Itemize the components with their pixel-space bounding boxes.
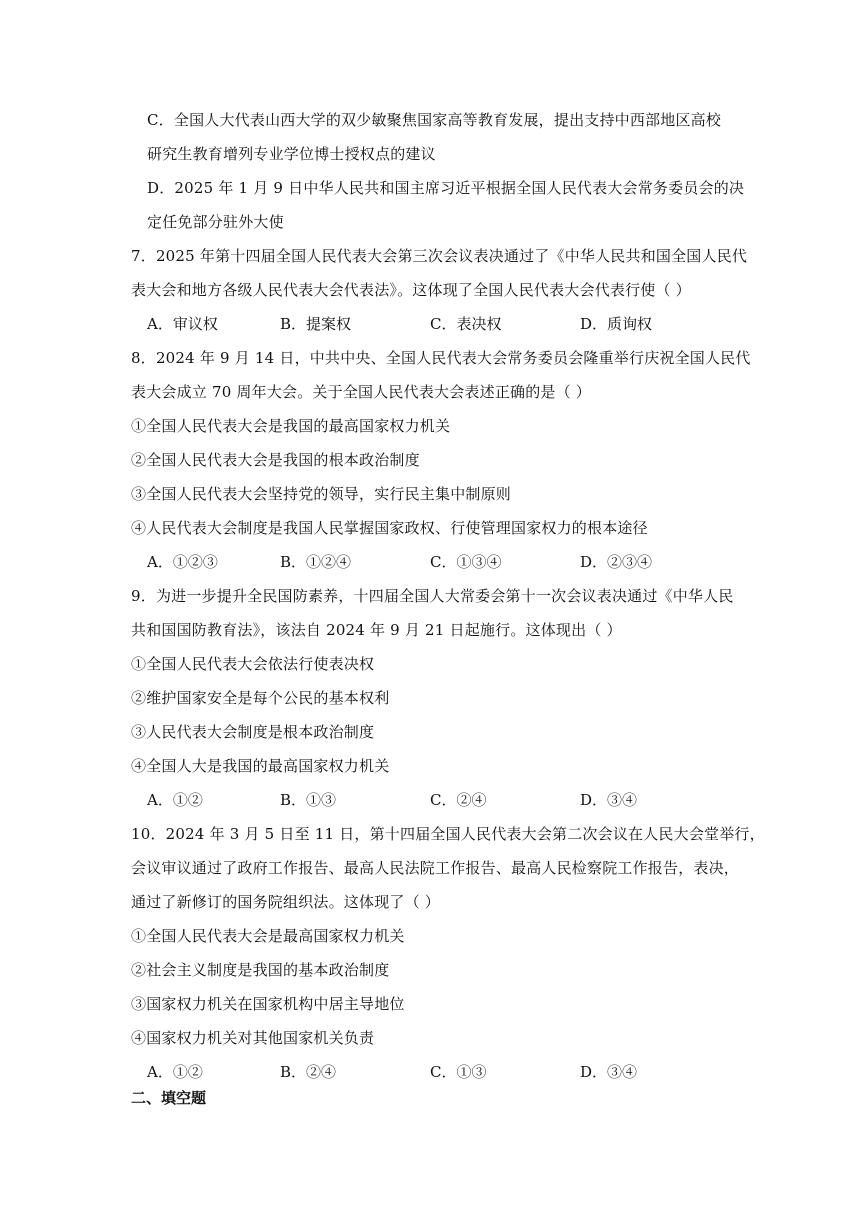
q10-statement-2: ②社会主义制度是我国的基本政治制度 (131, 961, 390, 979)
q10-stem-line1: 10．2024 年 3 月 5 日至 11 日，第十四届全国人民代表大会第二次会议在人民大会堂举行， (131, 825, 765, 843)
q10-stem-line3: 通过了新修订的国务院组织法。这体现了（ ） (131, 893, 440, 911)
q9-option-a: A．①② (147, 791, 203, 809)
q9-option-c: C．②④ (430, 791, 487, 809)
q10-stem-line2: 会议审议通过了政府工作报告、最高人民法院工作报告、最高人民检察院工作报告，表决， (131, 859, 740, 877)
q8-option-c: C．①③④ (430, 553, 502, 571)
q7-option-a: A．审议权 (147, 315, 218, 333)
q9-stem-line2: 共和国国防教育法》，该法自 2024 年 9 月 21 日起施行。这体现出（ ） (131, 621, 622, 639)
q8-stem-line1: 8．2024 年 9 月 14 日，中共中央、全国人民代表大会常务委员会隆重举行庆祝全国人民代 (131, 349, 751, 367)
q8-option-a: A．①②③ (147, 553, 218, 571)
q6-option-c-line1: C．全国人大代表山西大学的双少敏聚焦国家高等教育发展，提出支持中西部地区高校 (147, 111, 722, 129)
q7-option-d: D．质询权 (580, 315, 653, 333)
q10-option-c: C．①③ (430, 1063, 487, 1081)
q10-statement-1: ①全国人民代表大会是最高国家权力机关 (131, 927, 405, 945)
q8-statement-1: ①全国人民代表大会是我国的最高国家权力机关 (131, 417, 451, 435)
q6-option-c-line2: 研究生教育增列专业学位博士授权点的建议 (147, 145, 436, 163)
q9-option-b: B．①③ (280, 791, 337, 809)
q10-option-a: A．①② (147, 1063, 203, 1081)
q10-statement-3: ③国家权力机关在国家机构中居主导地位 (131, 995, 405, 1013)
q9-statement-2: ②维护国家安全是每个公民的基本权利 (131, 689, 390, 707)
q9-statement-1: ①全国人民代表大会依法行使表决权 (131, 655, 375, 673)
q8-option-d: D．②③④ (580, 553, 653, 571)
section-heading-fill-in: 二、填空题 (131, 1089, 207, 1107)
q8-stem-line2: 表大会成立 70 周年大会。关于全国人民代表大会表述正确的是（ ） (131, 383, 591, 401)
q9-statement-4: ④全国人大是我国的最高国家权力机关 (131, 757, 390, 775)
q6-option-d-line1: D．2025 年 1 月 9 日中华人民共和国主席习近平根据全国人民代表大会常务委员会的决 (147, 179, 745, 197)
q10-option-d: D．③④ (580, 1063, 638, 1081)
q6-option-d-line2: 定任免部分驻外大使 (147, 213, 284, 231)
q8-statement-2: ②全国人民代表大会是我国的根本政治制度 (131, 451, 420, 469)
q8-option-b: B．①②④ (280, 553, 352, 571)
q7-option-b: B．提案权 (280, 315, 352, 333)
q7-stem-line1: 7．2025 年第十四届全国人民代表大会第三次会议表决通过了《中华人民共和国全国人民代 (131, 247, 748, 265)
q10-statement-4: ④国家权力机关对其他国家机关负责 (131, 1029, 375, 1047)
q7-stem-line2: 表大会和地方各级人民代表大会代表法》。这体现了全国人民代表大会代表行使（ ） (131, 281, 691, 299)
q8-statement-3: ③全国人民代表大会坚持党的领导，实行民主集中制原则 (131, 485, 512, 503)
q8-statement-4: ④人民代表大会制度是我国人民掌握国家政权、行使管理国家权力的根本途径 (131, 519, 648, 537)
q9-stem-line1: 9．为进一步提升全民国防素养，十四届全国人大常委会第十一次会议表决通过《中华人民 (131, 587, 734, 605)
q9-option-d: D．③④ (580, 791, 638, 809)
q10-option-b: B．②④ (280, 1063, 337, 1081)
q9-statement-3: ③人民代表大会制度是根本政治制度 (131, 723, 375, 741)
q7-option-c: C．表决权 (430, 315, 502, 333)
